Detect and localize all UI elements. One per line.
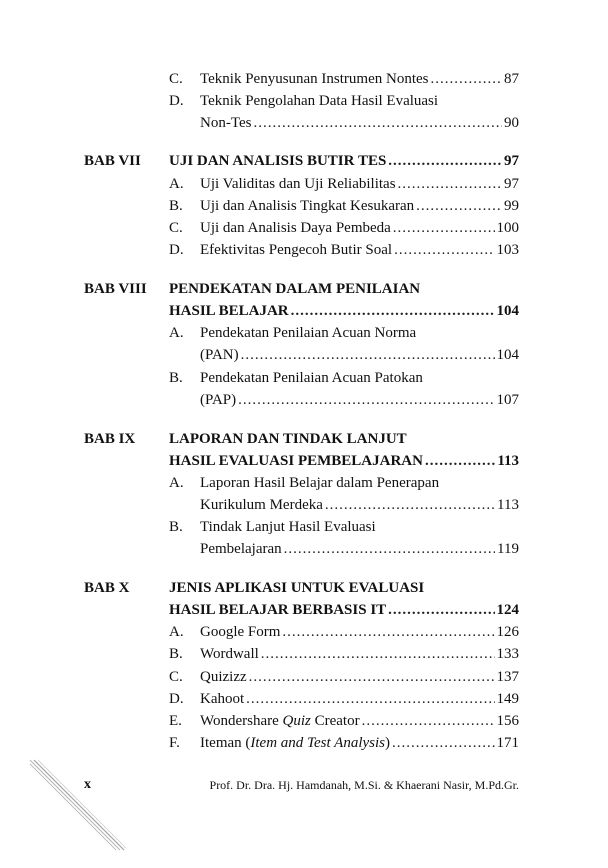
toc-entry-line — [200, 538, 519, 560]
section-letter: D. — [169, 93, 184, 109]
page-edge-decoration — [28, 758, 128, 858]
title-text: Pendekatan Penilaian Acuan Patokan — [200, 370, 423, 386]
title-text: Kurikulum Merdeka — [200, 497, 323, 513]
page-ref: 99 — [504, 198, 519, 214]
title-text: Pembelajaran — [200, 541, 282, 557]
title-text: Uji Validitas dan Uji Reliabilitas — [200, 176, 396, 192]
dot-leader — [282, 621, 494, 643]
chapter-title — [169, 577, 424, 599]
title-text: Non-Tes — [200, 115, 252, 131]
section-title — [200, 389, 236, 411]
section-title — [200, 516, 376, 538]
toc-chapter-line — [169, 450, 519, 472]
title-text: Kahoot — [200, 691, 245, 707]
section-title — [200, 112, 251, 134]
toc-entry-line — [169, 688, 519, 710]
title-text: JENIS APLIKASI UNTUK EVALUASI — [169, 580, 425, 596]
section-title — [200, 195, 414, 217]
toc-entry-line — [200, 112, 519, 134]
page-ref: 113 — [497, 453, 519, 469]
page-ref: 124 — [496, 602, 519, 618]
section-title — [200, 666, 247, 688]
toc-chapter-line — [84, 150, 519, 172]
title-text: Efektivitas Pengecoh Butir Soal — [200, 242, 393, 258]
toc-entry-line — [169, 621, 519, 643]
toc-entry-line — [169, 217, 519, 239]
section-title — [200, 472, 439, 494]
title-text: Tindak Lanjut Hasil Evaluasi — [200, 519, 376, 535]
toc-entry-line — [200, 344, 519, 366]
section-letter: A. — [169, 475, 184, 491]
chapter-title — [169, 150, 386, 172]
section-letter: C. — [169, 71, 183, 87]
section-letter: E. — [169, 713, 182, 729]
toc-chapter-line — [84, 278, 519, 300]
title-text: Iteman ( — [200, 735, 251, 751]
page-ref: 133 — [496, 646, 519, 662]
page-ref: 156 — [496, 713, 519, 729]
toc-entry-line — [169, 195, 519, 217]
dot-leader — [393, 217, 495, 239]
dot-leader — [394, 239, 494, 261]
toc-entry-line — [169, 322, 519, 344]
dot-leader — [425, 450, 495, 472]
page-ref: 107 — [496, 392, 519, 408]
dot-leader — [431, 68, 502, 90]
toc-entry-line — [169, 173, 519, 195]
chapter-title — [169, 278, 420, 300]
dot-leader — [325, 494, 495, 516]
title-text: Quiz — [282, 713, 311, 729]
toc-chapter-line — [169, 599, 519, 621]
section-letter: A. — [169, 325, 184, 341]
toc-entry-line — [169, 472, 519, 494]
title-text: UJI DAN ANALISIS BUTIR TES — [169, 153, 387, 169]
page-ref: 119 — [497, 541, 519, 557]
dot-leader — [291, 300, 495, 322]
section-letter: A. — [169, 624, 184, 640]
section-title — [200, 643, 259, 665]
chapter-title — [169, 300, 289, 322]
page-ref: 97 — [504, 176, 519, 192]
page-ref: 103 — [496, 242, 519, 258]
title-text: Teknik Penyusunan Instrumen Nontes — [200, 71, 429, 87]
dot-leader — [392, 732, 495, 754]
section-letter: A. — [169, 176, 184, 192]
section-title — [200, 344, 239, 366]
toc-entry-line — [200, 494, 519, 516]
title-text: ) — [384, 735, 390, 751]
dot-leader — [249, 666, 495, 688]
dot-leader — [246, 688, 494, 710]
section-title — [200, 68, 429, 90]
title-text: PENDEKATAN DALAM PENILAIAN — [169, 281, 421, 297]
toc-entry-line — [169, 367, 519, 389]
title-text: Item and Test Analysis — [250, 735, 385, 751]
title-text: Wondershare — [200, 713, 283, 729]
dot-leader — [261, 643, 495, 665]
title-text: Pendekatan Penilaian Acuan Norma — [200, 325, 417, 341]
section-title — [200, 621, 280, 643]
dot-leader — [241, 344, 495, 366]
title-text: Creator — [310, 713, 360, 729]
dot-leader — [398, 173, 502, 195]
section-letter: B. — [169, 519, 183, 535]
chapter-title — [169, 599, 386, 621]
title-text: (PAN) — [200, 347, 239, 363]
toc-entry-line — [169, 643, 519, 665]
section-title — [200, 322, 416, 344]
page-ref: 171 — [496, 735, 519, 751]
dot-leader — [362, 710, 495, 732]
title-text: HASIL EVALUASI PEMBELAJARAN — [169, 453, 423, 469]
title-text: (PAP) — [200, 392, 237, 408]
section-letter: C. — [169, 220, 183, 236]
page-number: x — [84, 777, 91, 792]
page-footer — [84, 775, 519, 795]
title-text: LAPORAN DAN TINDAK LANJUT — [169, 431, 407, 447]
section-letter: D. — [169, 691, 184, 707]
title-text: Uji dan Analisis Daya Pembeda — [200, 220, 391, 236]
title-text: Teknik Pengolahan Data Hasil Evaluasi — [200, 93, 439, 109]
section-title — [200, 367, 423, 389]
dot-leader — [284, 538, 495, 560]
section-letter: B. — [169, 198, 183, 214]
toc-entry-line — [169, 710, 519, 732]
dot-leader — [238, 389, 494, 411]
toc-entry-line — [169, 516, 519, 538]
chapter-title — [169, 450, 423, 472]
chapter-title — [169, 428, 407, 450]
chapter-number: BAB VIII — [84, 281, 147, 297]
title-text: Uji dan Analisis Tingkat Kesukaran — [200, 198, 415, 214]
page-ref: 149 — [496, 691, 519, 707]
title-text: Quizizz — [200, 669, 247, 685]
title-text: Laporan Hasil Belajar dalam Penerapan — [200, 475, 440, 491]
page-ref: 100 — [496, 220, 519, 236]
section-letter: C. — [169, 669, 183, 685]
toc-entry-line — [169, 732, 519, 754]
dot-leader — [388, 150, 502, 172]
section-title — [200, 538, 282, 560]
section-title — [200, 710, 360, 732]
page-ref: 104 — [496, 303, 519, 319]
section-title — [200, 90, 438, 112]
title-text: HASIL BELAJAR BERBASIS IT — [169, 602, 387, 618]
toc-entry-line — [169, 68, 519, 90]
section-title — [200, 217, 391, 239]
page-ref: 87 — [504, 71, 519, 87]
section-letter: B. — [169, 370, 183, 386]
section-letter: D. — [169, 242, 184, 258]
section-title — [200, 732, 390, 754]
toc-entry-line — [169, 90, 519, 112]
title-text: Wordwall — [200, 646, 259, 662]
page-ref: 90 — [504, 115, 519, 131]
page-ref: 113 — [497, 497, 519, 513]
dot-leader — [416, 195, 502, 217]
title-text: HASIL BELAJAR — [169, 303, 289, 319]
chapter-number: BAB X — [84, 580, 130, 596]
chapter-number: BAB VII — [84, 153, 141, 169]
page-ref: 97 — [504, 153, 519, 169]
chapter-number: BAB IX — [84, 431, 136, 447]
page-ref: 137 — [496, 669, 519, 685]
dot-leader — [253, 112, 502, 134]
toc-chapter-line — [169, 300, 519, 322]
section-title — [200, 688, 244, 710]
section-letter: F. — [169, 735, 180, 751]
section-title — [200, 239, 392, 261]
page-ref: 104 — [496, 347, 519, 363]
section-letter: B. — [169, 646, 183, 662]
dot-leader — [388, 599, 494, 621]
title-text: Google Form — [200, 624, 281, 640]
toc-chapter-line — [84, 577, 519, 599]
section-title — [200, 173, 396, 195]
toc-entry-line — [169, 239, 519, 261]
section-title — [200, 494, 323, 516]
page-ref: 126 — [496, 624, 519, 640]
footer-authors: Prof. Dr. Dra. Hj. Hamdanah, M.Si. & Khaerani Nasir, M.Pd.Gr. — [209, 778, 519, 792]
toc-chapter-line — [84, 428, 519, 450]
toc-entry-line — [200, 389, 519, 411]
toc-entry-line — [169, 666, 519, 688]
